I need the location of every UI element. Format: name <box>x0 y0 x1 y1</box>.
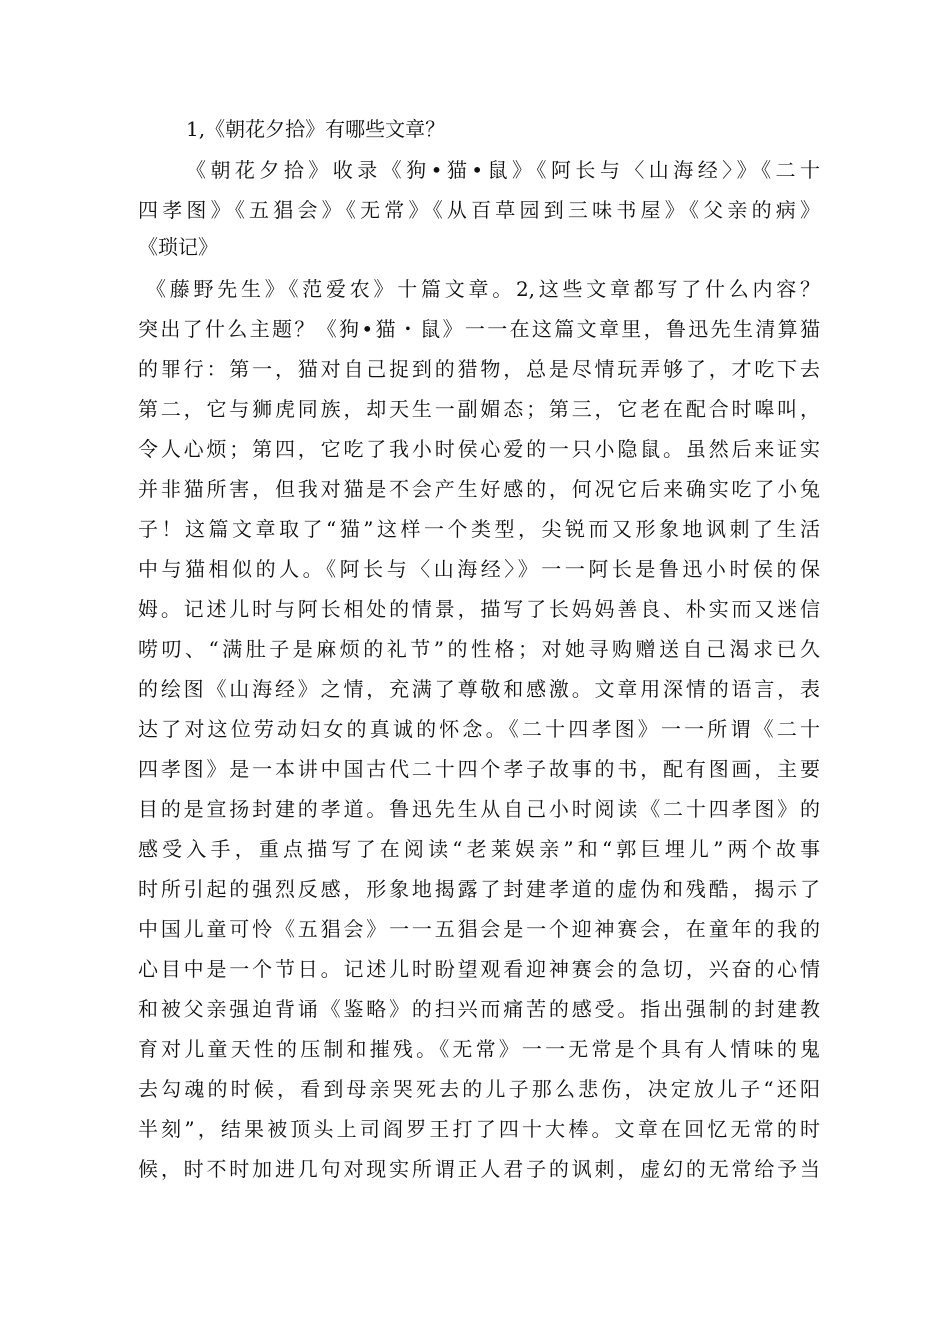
paragraph-line: 半刻”，结果被顶头上司阎罗王打了四十大棒。文章在回忆无常的时 <box>138 1117 820 1141</box>
paragraph-line: 和被父亲强迫背诵《鉴略》的扫兴而痛苦的感受。指出强制的封建教 <box>138 997 820 1021</box>
paragraph-line: 育对儿童天性的压制和摧残。《无常》一一无常是个具有人情味的鬼 <box>138 1037 820 1061</box>
paragraph-line: 《藤野先生》《范爱农》十篇文章。2,这些文章都写了什么内容？ <box>146 277 820 301</box>
paragraph-line: 四孝图》是一本讲中国古代二十四个孝子故事的书，配有图画，主要 <box>138 757 820 781</box>
paragraph-line: 突出了什么主题？《狗•猫・鼠》一一在这篇文章里，鲁迅先生清算猫 <box>138 317 820 341</box>
paragraph-line: 《琐记》 <box>138 235 218 259</box>
paragraph-line: 子！这篇文章取了“猫”这样一个类型，尖锐而又形象地讽刺了生活 <box>138 517 820 541</box>
paragraph-line: 第二，它与狮虎同族，却天生一副媚态；第三，它老在配合时嗥叫， <box>138 397 820 421</box>
paragraph-line: 中与猫相似的人。《阿长与〈山海经〉》一一阿长是鲁迅小时侯的保 <box>138 557 820 581</box>
paragraph-line: 中国儿童可怜《五猖会》一一五猖会是一个迎神赛会，在童年的我的 <box>138 917 820 941</box>
paragraph-line: 令人心烦；第四，它吃了我小时侯心爱的一只小隐鼠。虽然后来证实 <box>138 437 820 461</box>
paragraph-line: 达了对这位劳动妇女的真诚的怀念。《二十四孝图》一一所谓《二十 <box>138 717 820 741</box>
paragraph-line: 心目中是一个节日。记述儿时盼望观看迎神赛会的急切，兴奋的心情 <box>138 957 820 981</box>
paragraph-line: 《朝花夕拾》收录《狗•猫•鼠》《阿长与〈山海经〉》《二十 <box>186 158 820 182</box>
paragraph-line: 目的是宣扬封建的孝道。鲁迅先生从自己小时阅读《二十四孝图》的 <box>138 797 820 821</box>
paragraph-line: 去勾魂的时候，看到母亲哭死去的儿子那么悲伤，决定放儿子“还阳 <box>138 1077 820 1101</box>
paragraph-line: 并非猫所害，但我对猫是不会产生好感的，何况它后来确实吃了小兔 <box>138 477 820 501</box>
question-heading: 1,《朝花夕拾》有哪些文章？ <box>186 117 446 141</box>
paragraph-line: 候，时不时加进几句对现实所谓正人君子的讽刺，虚幻的无常给予当 <box>138 1157 820 1181</box>
paragraph-line: 四孝图》《五猖会》《无常》《从百草园到三味书屋》《父亲的病》 <box>138 198 820 222</box>
paragraph-line: 唠叨、“满肚子是麻烦的礼节”的性格；对她寻购赠送自己渴求已久 <box>138 637 820 661</box>
paragraph-line: 的罪行：第一，猫对自己捉到的猎物，总是尽情玩弄够了，才吃下去 <box>138 357 820 381</box>
paragraph-line: 姆。记述儿时与阿长相处的情景，描写了长妈妈善良、朴实而又迷信 <box>138 597 820 621</box>
paragraph-line: 感受入手，重点描写了在阅读“老莱娱亲”和“郭巨埋儿”两个故事 <box>138 837 820 861</box>
paragraph-line: 时所引起的强烈反感，形象地揭露了封建孝道的虚伪和残酷，揭示了 <box>138 877 820 901</box>
paragraph-line: 的绘图《山海经》之情，充满了尊敬和感激。文章用深情的语言，表 <box>138 677 820 701</box>
